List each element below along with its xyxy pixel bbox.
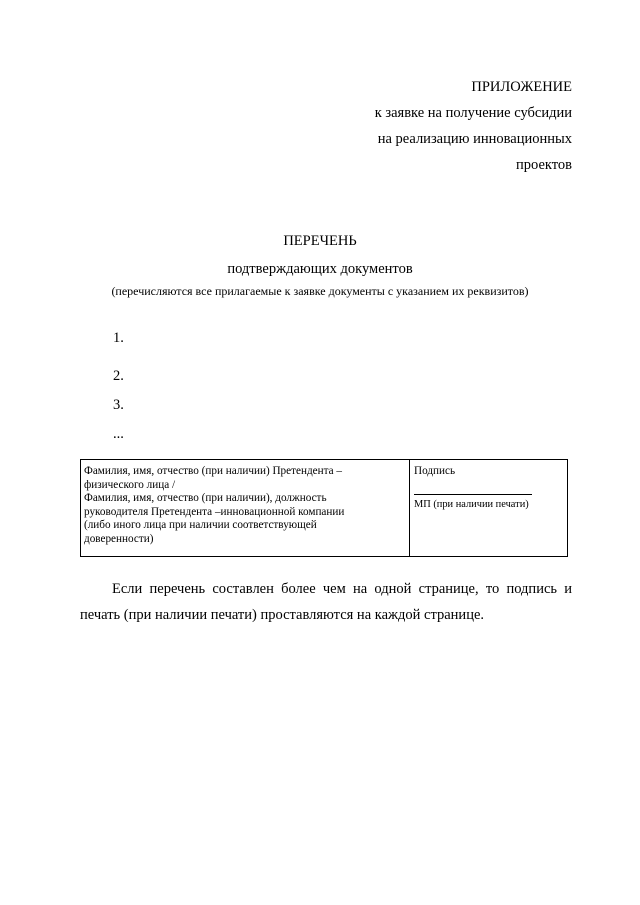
list-item: 1. [113, 330, 124, 346]
list-item: ... [113, 426, 124, 442]
applicant-name-line: Фамилия, имя, отчество (при наличии) Претендента – [84, 465, 342, 477]
signature-label: Подпись [414, 465, 456, 477]
closing-paragraph: Если перечень составлен более чем на одной странице, то подпись и печать (при наличии печати) проставляются на каждой странице. [80, 581, 572, 623]
applicant-name-line: руководителя Претендента –инновационной компании [84, 505, 345, 518]
appendix-heading: ПРИЛОЖЕНИЕ [471, 79, 572, 95]
appendix-line: проектов [516, 157, 572, 173]
signature-cell [410, 460, 567, 556]
signature-line [414, 494, 532, 495]
stamp-label: МП (при наличии печати) [414, 499, 529, 510]
list-item: 3. [113, 397, 124, 413]
list-item: 2. [113, 368, 124, 384]
appendix-line: к заявке на получение субсидии [374, 105, 572, 121]
applicant-name-line: физического лица / [84, 478, 176, 491]
appendix-block [375, 74, 572, 178]
title-block [0, 231, 640, 299]
document-subtitle: подтверждающих документов [227, 261, 413, 277]
applicant-name-line: (либо иного лица при наличии соответствующей [84, 519, 317, 532]
applicant-name-line: доверенности) [84, 532, 154, 545]
applicant-name-line: Фамилия, имя, отчество (при наличии), должность [84, 492, 327, 505]
document-note: (перечисляются все прилагаемые к заявке документы с указанием их реквизитов) [111, 284, 529, 298]
applicant-name-cell [81, 460, 410, 556]
appendix-line: на реализацию инновационных [377, 131, 572, 147]
document-title: ПЕРЕЧЕНЬ [283, 233, 357, 249]
signature-table [80, 459, 568, 557]
